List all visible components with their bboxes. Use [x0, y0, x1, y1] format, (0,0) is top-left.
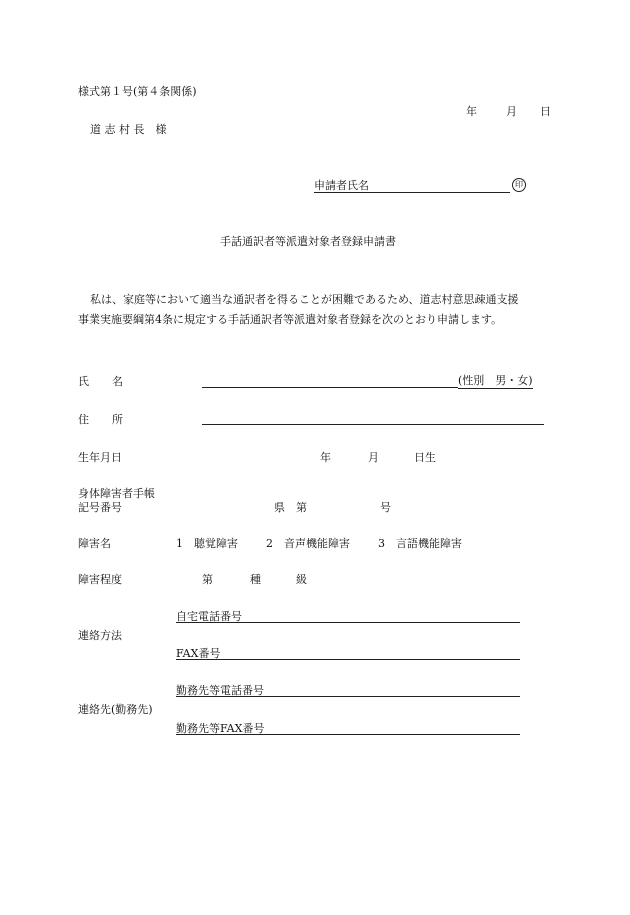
address-input-line[interactable]: [202, 424, 544, 425]
name-input-line[interactable]: [202, 387, 458, 388]
disability-degree-label: 障害程度: [78, 573, 122, 586]
applicant-name-label: 申請者氏名: [314, 179, 369, 192]
handbook-number-label: 記号番号: [78, 501, 122, 514]
contact-method-label: 連絡方法: [78, 629, 122, 642]
home-phone-input-line[interactable]: [176, 622, 520, 623]
handbook-label: 身体障害者手帳: [78, 487, 155, 500]
birth-day-label: 日生: [414, 451, 436, 464]
handbook-go-label: 号: [380, 501, 391, 514]
birth-date-label: 生年月日: [78, 451, 122, 464]
degree-kyu-label: 級: [296, 573, 307, 586]
work-phone-label: 勤務先等電話番号: [176, 684, 264, 697]
work-fax-label: 勤務先等FAX番号: [176, 722, 265, 735]
form-number: 様式第１号(第４条関係): [78, 85, 197, 98]
date-month-label: 月: [506, 105, 517, 118]
fax-label: FAX番号: [176, 647, 221, 660]
body-text-line2: 事業実施要綱第4条に規定する手話通訳者等派遣対象者登録を次のとおり申請します。: [78, 313, 503, 326]
handbook-prefecture-label: 県: [274, 501, 285, 514]
fax-input-line[interactable]: [176, 659, 520, 660]
applicant-name-line: [314, 192, 510, 193]
gender-field[interactable]: (性別 男・女): [458, 374, 533, 387]
work-phone-input-line[interactable]: [176, 696, 520, 697]
degree-shu-label: 種: [250, 573, 261, 586]
work-fax-input-line[interactable]: [176, 734, 520, 735]
birth-month-label: 月: [368, 451, 379, 464]
body-text-line1: 私は、家庭等において適当な通訳者を得ることが困難であるため、道志村意思疎通支援: [90, 293, 519, 306]
disability-option-voice[interactable]: 2 音声機能障害: [266, 537, 350, 550]
degree-dai-label: 第: [202, 573, 213, 586]
disability-name-label: 障害名: [78, 537, 111, 550]
disability-option-hearing[interactable]: 1 聴覚障害: [176, 537, 238, 550]
form-title: 手話通訳者等派遣対象者登録申請書: [220, 235, 396, 248]
address-label-1: 住: [78, 413, 89, 426]
disability-option-language[interactable]: 3 言語機能障害: [378, 537, 462, 550]
name-label-1: 氏: [78, 375, 89, 388]
address-label-2: 所: [112, 413, 123, 426]
date-year-label: 年: [466, 105, 477, 118]
name-label-2: 名: [112, 375, 123, 388]
date-day-label: 日: [540, 105, 551, 118]
birth-year-label: 年: [320, 451, 331, 464]
seal-mark: 印: [512, 178, 526, 192]
work-contact-label: 連絡先(勤務先): [78, 703, 153, 716]
handbook-dai-label: 第: [296, 501, 307, 514]
addressee: 道 志 村 長 様: [90, 123, 167, 136]
home-phone-label: 自宅電話番号: [176, 610, 242, 623]
